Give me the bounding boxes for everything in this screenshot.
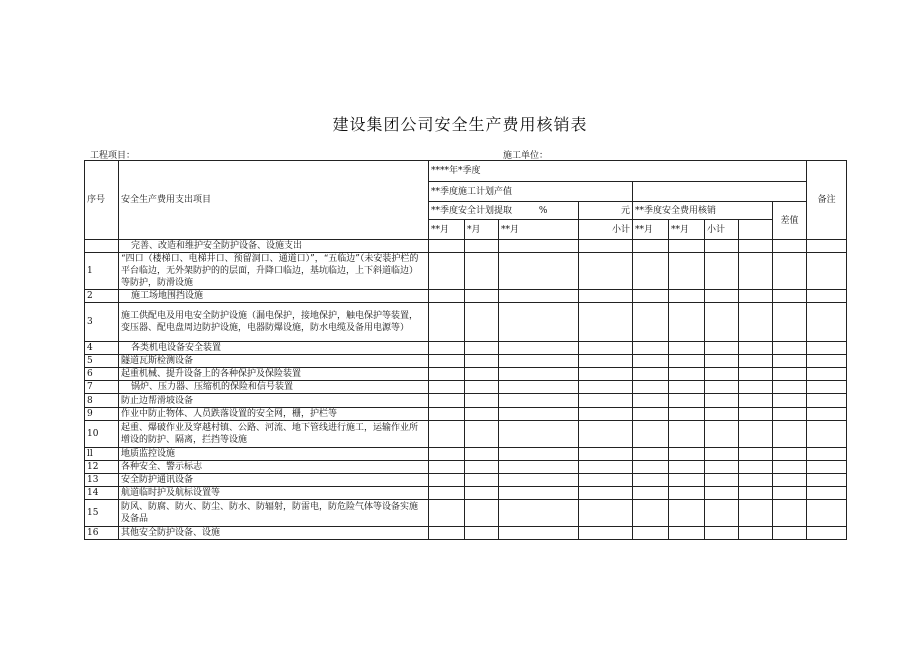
table-row (85, 394, 847, 408)
table-row (85, 253, 847, 290)
table-row (85, 355, 847, 368)
value-cell (705, 500, 739, 527)
value-cell (465, 368, 499, 381)
value-cell (807, 474, 847, 487)
value-cell (807, 448, 847, 461)
row-item-text: 隧道瓦斯检测设备 (119, 355, 429, 368)
value-cell (633, 408, 669, 421)
value-cell (705, 527, 739, 540)
value-cell (807, 290, 847, 303)
value-cell (429, 421, 465, 448)
value-cell (579, 253, 633, 290)
value-cell (807, 461, 847, 474)
table-row (85, 408, 847, 421)
value-cell (429, 487, 465, 500)
value-cell (633, 253, 669, 290)
value-cell (669, 355, 705, 368)
value-cell (739, 408, 773, 421)
table-body (85, 240, 847, 540)
value-cell (669, 421, 705, 448)
row-number (85, 240, 119, 253)
value-cell (633, 368, 669, 381)
blank-cell (739, 220, 773, 240)
value-cell (807, 342, 847, 355)
value-cell (499, 290, 579, 303)
value-cell (579, 394, 633, 408)
month-4 (633, 220, 669, 240)
value-cell (465, 342, 499, 355)
value-cell (429, 355, 465, 368)
value-cell (579, 461, 633, 474)
value-cell (429, 408, 465, 421)
month-3: **月 (499, 220, 579, 240)
row-number: 6 (85, 368, 119, 381)
value-cell (705, 253, 739, 290)
value-cell (429, 381, 465, 394)
value-cell (705, 290, 739, 303)
value-cell (633, 448, 669, 461)
row-number: 1 (85, 253, 119, 290)
row-item-text: 各种安全、警示标志 (119, 461, 429, 474)
value-cell (499, 487, 579, 500)
month-1: **月 (429, 220, 465, 240)
row-item-text: 航道临时护及航标设置等 (119, 487, 429, 500)
row-number: 8 (85, 394, 119, 408)
table-row (85, 487, 847, 500)
value-cell (579, 368, 633, 381)
value-cell (633, 421, 669, 448)
value-cell (807, 381, 847, 394)
row-number: 16 (85, 527, 119, 540)
value-cell (499, 500, 579, 527)
header-plan-output-value (633, 182, 807, 202)
value-cell (739, 474, 773, 487)
value-cell (773, 500, 807, 527)
value-cell (669, 448, 705, 461)
row-number: 10 (85, 421, 119, 448)
value-cell (633, 290, 669, 303)
row-item-text: 安全防护通讯设备 (119, 474, 429, 487)
value-cell (773, 448, 807, 461)
table-row (85, 342, 847, 355)
table-row (85, 381, 847, 394)
value-cell (429, 290, 465, 303)
value-cell (429, 240, 465, 253)
value-cell (465, 408, 499, 421)
row-item-text: 施工场地围挡设施 (119, 290, 429, 303)
value-cell (705, 368, 739, 381)
value-cell (669, 408, 705, 421)
value-cell (499, 342, 579, 355)
value-cell (807, 355, 847, 368)
month-4-label: **月 (635, 224, 654, 235)
value-cell (465, 290, 499, 303)
row-item-text: 锅炉、压力器、压缩机的保险和信号装置 (119, 381, 429, 394)
value-cell (739, 448, 773, 461)
value-cell (465, 448, 499, 461)
value-cell (429, 342, 465, 355)
value-cell (807, 527, 847, 540)
value-cell (429, 474, 465, 487)
row-item-text: “四口（楼梯口、电梯井口、预留洞口、通道口）”，“五临边”（未安装护栏的平台临边，无外架防护的的层面，升降口临边，基坑临边，上下斜道临边）等防护，防滑设施 (119, 253, 429, 290)
value-cell (579, 355, 633, 368)
value-cell (739, 290, 773, 303)
expense-table (84, 160, 847, 540)
value-cell (705, 303, 739, 342)
value-cell (499, 240, 579, 253)
value-cell (807, 368, 847, 381)
value-cell (807, 500, 847, 527)
value-cell (579, 381, 633, 394)
row-number: 5 (85, 355, 119, 368)
value-cell (773, 474, 807, 487)
value-cell (633, 303, 669, 342)
value-cell (705, 461, 739, 474)
value-cell (669, 253, 705, 290)
row-item-text: 地质监控设施 (119, 448, 429, 461)
value-cell (739, 487, 773, 500)
value-cell (429, 448, 465, 461)
value-cell (429, 303, 465, 342)
value-cell (807, 408, 847, 421)
value-cell (579, 474, 633, 487)
value-cell (465, 461, 499, 474)
table-row (85, 500, 847, 527)
value-cell (579, 527, 633, 540)
value-cell (465, 487, 499, 500)
value-cell (465, 421, 499, 448)
value-cell (669, 290, 705, 303)
value-cell (739, 394, 773, 408)
value-cell (465, 240, 499, 253)
table-row (85, 368, 847, 381)
table-row (85, 527, 847, 540)
value-cell (807, 253, 847, 290)
subtotal-1: 小计 (579, 220, 633, 240)
value-cell (499, 394, 579, 408)
table-row (85, 240, 847, 253)
value-cell (807, 421, 847, 448)
value-cell (705, 355, 739, 368)
page-title: 建设集团公司安全生产费用核销表 (332, 115, 588, 134)
row-number: 15 (85, 500, 119, 527)
value-cell (739, 381, 773, 394)
row-item-text: 完善、改造和维护安全防护设备、设施支出 (119, 240, 429, 253)
project-label: 工程项目： (90, 151, 136, 161)
row-number: 13 (85, 474, 119, 487)
value-cell (705, 487, 739, 500)
value-cell (499, 368, 579, 381)
value-cell (429, 368, 465, 381)
value-cell (499, 461, 579, 474)
table-row (85, 421, 847, 448)
value-cell (773, 253, 807, 290)
value-cell (669, 394, 705, 408)
value-cell (669, 381, 705, 394)
row-number: 4 (85, 342, 119, 355)
value-cell (669, 368, 705, 381)
value-cell (429, 500, 465, 527)
value-cell (465, 303, 499, 342)
value-cell (499, 527, 579, 540)
row-number: 14 (85, 487, 119, 500)
value-cell (579, 240, 633, 253)
value-cell (499, 474, 579, 487)
value-cell (807, 394, 847, 408)
table-row (85, 448, 847, 461)
value-cell (633, 461, 669, 474)
value-cell (465, 527, 499, 540)
value-cell (773, 290, 807, 303)
row-item-text: 作业中防止物体、人员跌落设置的安全网，栅，护栏等 (119, 408, 429, 421)
plan-extract-label: **季度安全计划提取 (431, 205, 513, 216)
value-cell (669, 303, 705, 342)
header-seq: 序号 (85, 161, 119, 240)
value-cell (773, 303, 807, 342)
value-cell (429, 461, 465, 474)
value-cell (739, 303, 773, 342)
header-item: 安全生产费用支出项目 (119, 161, 429, 240)
row-number: ll (85, 448, 119, 461)
value-cell (669, 240, 705, 253)
yuan-label: 元 (579, 202, 633, 220)
value-cell (579, 500, 633, 527)
value-cell (773, 368, 807, 381)
value-cell (429, 253, 465, 290)
value-cell (705, 408, 739, 421)
value-cell (633, 500, 669, 527)
value-cell (807, 240, 847, 253)
value-cell (739, 355, 773, 368)
row-number: 7 (85, 381, 119, 394)
value-cell (579, 342, 633, 355)
row-number: 2 (85, 290, 119, 303)
value-cell (739, 500, 773, 527)
value-cell (669, 342, 705, 355)
value-cell (773, 355, 807, 368)
value-cell (669, 500, 705, 527)
value-cell (669, 527, 705, 540)
row-item-text: 各类机电设备安全装置 (119, 342, 429, 355)
month-5: **月 (669, 220, 705, 240)
value-cell (705, 421, 739, 448)
value-cell (429, 527, 465, 540)
row-item-text: 起重、爆破作业及穿越村镇、公路、河流、地下管线进行施工，运输作业所增设的防护、隔离，拦挡等设施 (119, 421, 429, 448)
value-cell (773, 421, 807, 448)
value-cell (773, 381, 807, 394)
value-cell (633, 355, 669, 368)
row-number: 9 (85, 408, 119, 421)
value-cell (739, 368, 773, 381)
value-cell (465, 381, 499, 394)
subtotal-2: 小计 (705, 220, 739, 240)
row-number: 3 (85, 303, 119, 342)
value-cell (465, 253, 499, 290)
value-cell (499, 408, 579, 421)
value-cell (465, 474, 499, 487)
value-cell (499, 421, 579, 448)
value-cell (705, 342, 739, 355)
value-cell (633, 240, 669, 253)
value-cell (579, 408, 633, 421)
value-cell (705, 394, 739, 408)
table-row (85, 303, 847, 342)
value-cell (739, 527, 773, 540)
value-cell (773, 394, 807, 408)
header-verify: **季度安全费用核销 (633, 202, 773, 220)
value-cell (705, 381, 739, 394)
month-2: *月 (465, 220, 499, 240)
value-cell (579, 421, 633, 448)
header-diff: 差值 (773, 202, 807, 240)
value-cell (579, 303, 633, 342)
value-cell (499, 381, 579, 394)
value-cell (579, 487, 633, 500)
header-plan-extract (429, 202, 579, 220)
row-item-text: 其他安全防护设备、设施 (119, 527, 429, 540)
value-cell (499, 448, 579, 461)
value-cell (633, 342, 669, 355)
value-cell (739, 342, 773, 355)
value-cell (739, 461, 773, 474)
header-quarter: ****年*季度 (429, 161, 807, 182)
value-cell (669, 461, 705, 474)
value-cell (633, 381, 669, 394)
value-cell (579, 448, 633, 461)
value-cell (633, 527, 669, 540)
header-plan-output: **季度施工计划产值 (429, 182, 633, 202)
value-cell (705, 474, 739, 487)
value-cell (773, 527, 807, 540)
value-cell (465, 500, 499, 527)
row-item-text: 防风、防腐、防火、防尘、防水、防辐射，防雷电，防危险气体等设备实施及备品 (119, 500, 429, 527)
table-row (85, 474, 847, 487)
value-cell (633, 474, 669, 487)
value-cell (773, 342, 807, 355)
unit-label: 施工单位： (503, 151, 549, 161)
value-cell (807, 303, 847, 342)
value-cell (739, 240, 773, 253)
value-cell (429, 394, 465, 408)
value-cell (773, 240, 807, 253)
value-cell (499, 355, 579, 368)
value-cell (499, 303, 579, 342)
value-cell (807, 487, 847, 500)
value-cell (465, 355, 499, 368)
value-cell (773, 461, 807, 474)
value-cell (579, 290, 633, 303)
value-cell (773, 408, 807, 421)
value-cell (669, 487, 705, 500)
value-cell (499, 253, 579, 290)
value-cell (705, 240, 739, 253)
value-cell (669, 474, 705, 487)
value-cell (739, 421, 773, 448)
table-row (85, 461, 847, 474)
row-item-text: 施工供配电及用电安全防护设施（漏电保护，接地保护，触电保护等装置，变压器、配电盘周边防护设施，电器防爆设施，防水电缆及备用电源等） (119, 303, 429, 342)
value-cell (739, 253, 773, 290)
row-item-text: 起重机械、提升设备上的各种保护及保险装置 (119, 368, 429, 381)
value-cell (465, 394, 499, 408)
table-row (85, 290, 847, 303)
header-remark: 备注 (807, 161, 847, 240)
value-cell (705, 448, 739, 461)
row-item-text: 防止边帮滑坡设备 (119, 394, 429, 408)
value-cell (633, 487, 669, 500)
value-cell (773, 487, 807, 500)
percent-label: % (538, 205, 548, 216)
value-cell (633, 394, 669, 408)
row-number: 12 (85, 461, 119, 474)
